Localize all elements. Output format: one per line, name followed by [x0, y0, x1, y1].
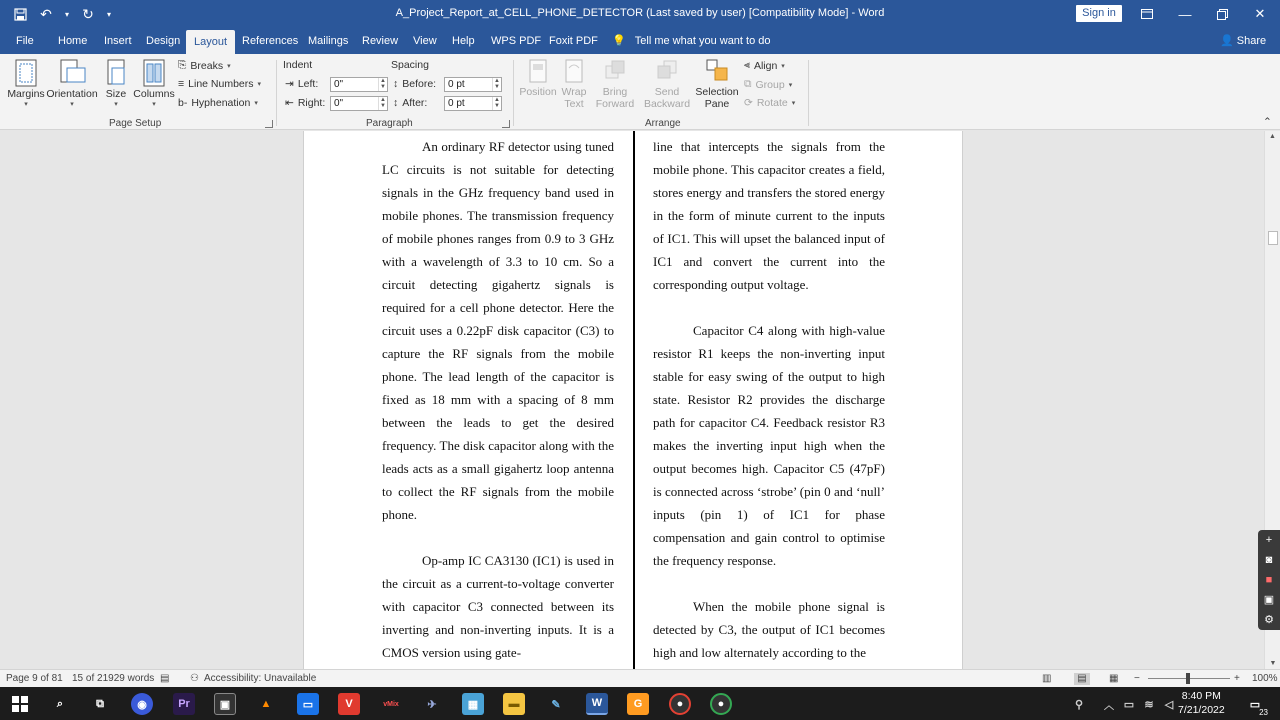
search-icon[interactable]: ⌕	[56, 697, 64, 710]
read-mode-icon[interactable]: ▥	[1042, 673, 1052, 684]
line-numbers-icon: ≡	[178, 78, 185, 90]
size-button[interactable]	[102, 58, 130, 108]
people-icon[interactable]: ⚲	[1074, 698, 1084, 711]
group-dropdown-icon: ▾	[788, 81, 793, 89]
notification-center-icon[interactable]: ▭ 23	[1249, 698, 1268, 717]
spacing-before-label: Before:	[402, 78, 437, 90]
premiere-pro-icon[interactable]: Pr	[173, 693, 195, 715]
paragraph-gap	[653, 572, 885, 595]
scrollbar-thumb[interactable]	[1268, 231, 1278, 245]
selection-pane-label-2: Pane	[704, 98, 730, 110]
columns-button[interactable]	[133, 58, 175, 108]
wrap-text-icon	[563, 58, 585, 86]
size-dropdown-icon: ▾	[114, 101, 118, 108]
tab-foxit-pdf[interactable]: Foxit PDF	[549, 35, 598, 47]
windows-start-icon[interactable]	[9, 693, 31, 715]
screen-recorder-icon[interactable]: ▣	[214, 693, 236, 715]
camera-icon[interactable]: ◙	[1265, 554, 1273, 566]
word-count[interactable]: 15 of 21929 words	[72, 673, 155, 684]
group-divider	[808, 60, 809, 126]
share-button[interactable]	[1220, 28, 1266, 54]
document-area[interactable]	[0, 131, 1280, 669]
group-icon: ⧉	[744, 78, 752, 90]
margins-label: Margins	[7, 88, 45, 100]
zoom-out-icon[interactable]: −	[1134, 673, 1140, 684]
chrome-profile-icon[interactable]: ●	[669, 693, 691, 715]
left-column	[382, 135, 614, 664]
align-label: Align	[753, 59, 778, 72]
rotate-dropdown-icon: ▾	[791, 100, 796, 107]
indent-right-input[interactable]	[330, 96, 388, 111]
paragraph: Capacitor C4 along with high-value resistor R1 keeps the non-inverting input stable for easy swing of the output to high state. Resistor R2 provides the discharge path for capacitor C4. Feedback resistor R3 makes the inverting input high when the output becomes high. Capacitor C5 (47pF) is connected across ‘strobe’ (pin 0 and ‘null’ inputs (pin 1) of IC1 for phase compensation and gain control to optimise the frequency response.	[653, 323, 885, 568]
spacing-after-input[interactable]	[444, 96, 502, 111]
plane-app-icon[interactable]: ✈	[427, 698, 437, 711]
document-page[interactable]	[303, 131, 963, 669]
align-dropdown-icon: ▾	[781, 62, 785, 70]
align-button[interactable]	[744, 59, 785, 72]
paragraph-gap	[653, 296, 885, 319]
show-hidden-icons-icon[interactable]: ︿	[1104, 700, 1114, 712]
spacing-before-value: 0 pt	[448, 79, 465, 90]
send-backward-label-2: Backward	[643, 98, 691, 110]
image-icon[interactable]: ▣	[1263, 594, 1275, 606]
spacing-after-label: After:	[402, 97, 428, 109]
columns-icon	[141, 58, 167, 88]
rotate-button[interactable]	[744, 97, 795, 109]
rotate-icon: ⟳	[744, 97, 753, 109]
indent-heading: Indent	[283, 59, 313, 71]
line-numbers-label: Line Numbers	[188, 78, 254, 90]
tab-layout[interactable]: Layout	[186, 30, 235, 54]
app-window-icon[interactable]: ▭	[297, 693, 319, 715]
ribbon-display-options-icon[interactable]	[1128, 0, 1166, 28]
video-editor-icon[interactable]: V	[338, 693, 360, 715]
gdrive-app-icon[interactable]: G	[627, 693, 649, 715]
position-button[interactable]	[518, 58, 558, 98]
wrap-text-label-1: Wrap	[561, 86, 587, 98]
spinner-arrows-icon[interactable]: ▲ ▼	[492, 97, 501, 110]
tell-me-label: Tell me what you want to do	[634, 35, 771, 47]
word-icon[interactable]: W	[586, 693, 608, 715]
margins-icon	[13, 58, 39, 88]
person-icon: 👤	[1220, 35, 1234, 47]
hyphenation-label: Hyphenation	[191, 97, 251, 109]
title-bar	[0, 0, 1280, 28]
indent-right-label-row	[285, 97, 325, 109]
position-label: Position	[519, 86, 557, 98]
file-explorer-icon[interactable]: ▬	[503, 693, 525, 715]
screen-recorder-toolbar	[1258, 530, 1280, 630]
paragraph: line that intercepts the signals from the mobile phone. This capacitor creates a field, stores energy and transfers the stored energy in the form of minute current to the inputs of IC1. This will upset the balanced input of IC1 and convert the current into the corresponding output voltage.	[653, 139, 885, 292]
send-backward-label-1: Send	[654, 86, 680, 98]
tab-file[interactable]: File	[16, 35, 34, 47]
line-numbers-button[interactable]	[178, 78, 261, 90]
page-setup-launcher-icon[interactable]	[265, 120, 273, 128]
tab-references[interactable]: References	[242, 35, 299, 47]
spacing-before-input[interactable]	[444, 77, 502, 92]
rotate-label: Rotate	[756, 97, 788, 109]
selection-pane-button[interactable]	[694, 58, 740, 110]
spacing-after-label-row	[393, 97, 427, 109]
ribbon-layout	[0, 54, 1280, 130]
page-count[interactable]: Page 9 of 81	[6, 673, 63, 684]
tab-help[interactable]: Help	[452, 35, 475, 47]
wrap-text-button[interactable]	[557, 58, 591, 110]
tab-wps-pdf[interactable]: WPS PDF	[491, 35, 542, 47]
indent-left-label-row	[285, 78, 318, 90]
settings-icon[interactable]: ⚙	[1264, 614, 1274, 626]
bring-forward-icon	[604, 58, 626, 86]
tab-home[interactable]: Home	[58, 35, 88, 47]
collapse-ribbon-icon[interactable]: ⌃	[1263, 116, 1272, 128]
orientation-label: Orientation	[46, 88, 98, 100]
hyphenation-icon: b-	[178, 97, 188, 109]
wifi-icon[interactable]: ≋	[1144, 698, 1154, 711]
margins-dropdown-icon: ▾	[24, 101, 28, 108]
tab-view[interactable]: View	[413, 35, 437, 47]
add-icon[interactable]: +	[1265, 534, 1273, 546]
paragraph-gap	[382, 526, 614, 549]
arrange-group-label: Arrange	[645, 118, 681, 129]
bring-forward-label-1: Bring	[602, 86, 628, 98]
breaks-icon: ⎘	[178, 59, 187, 71]
position-icon	[527, 58, 549, 86]
paragraph: Op-amp IC CA3130 (IC1) is used in the circuit as a current-to-voltage converter with capacitor C3 connected between its inverting and non-inverting inputs. It is a CMOS version using gate-	[382, 553, 614, 660]
vmix-icon[interactable]: vMix	[383, 700, 399, 708]
send-backward-icon	[656, 58, 678, 86]
zoom-slider-thumb[interactable]	[1186, 673, 1190, 684]
columns-label: Columns	[133, 88, 175, 100]
selection-pane-label-1: Selection	[695, 86, 739, 98]
size-icon	[103, 58, 129, 88]
chrome-icon[interactable]: ●	[710, 693, 732, 715]
system-clock[interactable]	[1178, 689, 1225, 717]
orientation-icon	[57, 58, 87, 88]
spinner-arrows-icon[interactable]: ▲ ▼	[492, 78, 501, 91]
right-column	[653, 135, 885, 664]
margins-button[interactable]	[6, 58, 46, 108]
paragraph: An ordinary RF detector using tuned LC circuits is not suitable for detecting signals in the GHz frequency band used in mobile phones. The transmission frequency of mobile phones ranges from 0.9 to 3 GHz with a wavelength of 3.3 to 10 cm. So a circuit detecting gigahertz signals is required for a cell phone detector. Here the circuit uses a 0.22pF disk capacitor (C3) to capture the RF signals from the mobile phone. The lead length of the capacitor is fixed as 18 mm with a spacing of 8 mm between the leads to get the desired frequency. The disk capacitor along with the leads acts as a small gigahertz loop antenna to collect the RF signals from the mobile phone.	[382, 139, 614, 522]
indent-left-value: 0"	[334, 79, 344, 90]
accessibility-icon: ⚇	[190, 673, 199, 684]
notepad-icon[interactable]: ✎	[551, 698, 561, 711]
orientation-button[interactable]	[44, 58, 100, 108]
wrap-text-label-2: Text	[564, 98, 584, 110]
orientation-dropdown-icon: ▾	[70, 101, 74, 108]
web-layout-icon[interactable]: ▦	[1109, 673, 1119, 684]
scroll-down-icon[interactable]: ▼	[1269, 660, 1277, 667]
group-button[interactable]	[744, 78, 792, 91]
photos-icon[interactable]: ▦	[462, 693, 484, 715]
line-numbers-dropdown-icon: ▾	[257, 81, 262, 88]
indent-left-label: Left:	[297, 78, 319, 90]
breaks-label: Breaks	[190, 59, 224, 72]
zoom-in-icon[interactable]: +	[1234, 673, 1240, 684]
tab-mailings[interactable]: Mailings	[308, 35, 349, 47]
undo-dropdown-icon[interactable]: ▾	[64, 9, 69, 19]
ribbon-tabs	[0, 28, 1280, 54]
spinner-arrows-icon[interactable]: ▲ ▼	[378, 97, 387, 110]
status-bar	[0, 669, 1280, 687]
notification-count: 23	[1259, 708, 1268, 717]
spacing-before-label-row	[393, 78, 436, 90]
spacing-before-icon: ↕	[393, 78, 399, 90]
group-label: Group	[755, 78, 785, 91]
spacing-after-icon: ↕	[393, 97, 399, 109]
save-icon[interactable]	[10, 4, 30, 24]
zoom-level[interactable]: 100%	[1252, 673, 1278, 684]
redo-icon[interactable]: ↻	[82, 5, 94, 22]
hyphenation-dropdown-icon: ▾	[254, 100, 258, 107]
spacing-heading: Spacing	[391, 59, 429, 71]
battery-icon[interactable]: ▭	[1123, 698, 1135, 711]
tab-insert[interactable]: Insert	[104, 35, 132, 47]
group-divider	[513, 60, 514, 126]
indent-left-icon: ⇥	[285, 78, 294, 90]
page-setup-group-label: Page Setup	[109, 118, 162, 129]
volume-icon[interactable]: ◁	[1164, 698, 1174, 711]
size-label: Size	[105, 88, 127, 100]
bring-forward-button[interactable]	[592, 58, 638, 110]
tell-me-search[interactable]	[604, 28, 779, 54]
sign-in-button[interactable]: Sign in	[1076, 5, 1122, 22]
lightbulb-icon: 💡	[612, 35, 626, 47]
selection-pane-icon	[705, 58, 729, 86]
columns-dropdown-icon: ▾	[152, 101, 156, 108]
tab-review[interactable]: Review	[362, 35, 399, 47]
indent-left-input[interactable]	[330, 77, 388, 92]
customize-qat-icon[interactable]: ▾	[106, 9, 111, 19]
quick-access-toolbar	[10, 4, 114, 24]
indent-right-value: 0"	[334, 98, 344, 109]
spinner-arrows-icon[interactable]: ▲ ▼	[378, 78, 387, 91]
column-divider	[633, 131, 635, 669]
clock-date: 7/21/2022	[1178, 704, 1225, 716]
minimize-icon[interactable]: —	[1178, 6, 1192, 22]
send-backward-button[interactable]	[640, 58, 694, 110]
indent-right-icon: ⇤	[285, 97, 294, 109]
tab-design[interactable]: Design	[146, 35, 181, 47]
undo-icon[interactable]: ↶	[40, 5, 52, 22]
print-layout-icon[interactable]: ▤	[1074, 673, 1090, 685]
breaks-dropdown-icon: ▾	[227, 62, 231, 70]
restore-icon[interactable]	[1203, 0, 1241, 28]
bring-forward-label-2: Forward	[595, 98, 635, 110]
hyphenation-button[interactable]	[178, 97, 258, 109]
chat-app-icon[interactable]: ◉	[131, 693, 153, 715]
group-divider	[276, 60, 277, 126]
paragraph-launcher-icon[interactable]	[502, 120, 510, 128]
close-icon[interactable]: ✕	[1254, 6, 1266, 21]
window-title: A_Project_Report_at_CELL_PHONE_DETECTOR (Last saved by user) [Compatibility Mode] - Word	[395, 7, 885, 19]
share-label: Share	[1236, 35, 1267, 47]
align-icon: ⫷	[744, 59, 750, 71]
accessibility-status[interactable]: Accessibility: Unavailable	[204, 673, 317, 684]
vlc-icon[interactable]: ▲	[260, 698, 272, 710]
proofing-icon[interactable]: ▤	[160, 673, 170, 684]
video-icon[interactable]: ■	[1265, 574, 1273, 586]
indent-right-label: Right:	[297, 97, 326, 109]
breaks-button[interactable]	[178, 59, 231, 72]
scroll-up-icon[interactable]: ▲	[1269, 133, 1276, 140]
clock-time: 8:40 PM	[1181, 690, 1221, 702]
windows-taskbar	[0, 687, 1280, 720]
paragraph: When the mobile phone signal is detected by C3, the output of IC1 becomes high and low alternately according to the	[653, 599, 885, 660]
paragraph-group-label: Paragraph	[366, 118, 413, 129]
spacing-after-value: 0 pt	[448, 98, 465, 109]
task-view-icon[interactable]: ⧉	[96, 697, 104, 710]
